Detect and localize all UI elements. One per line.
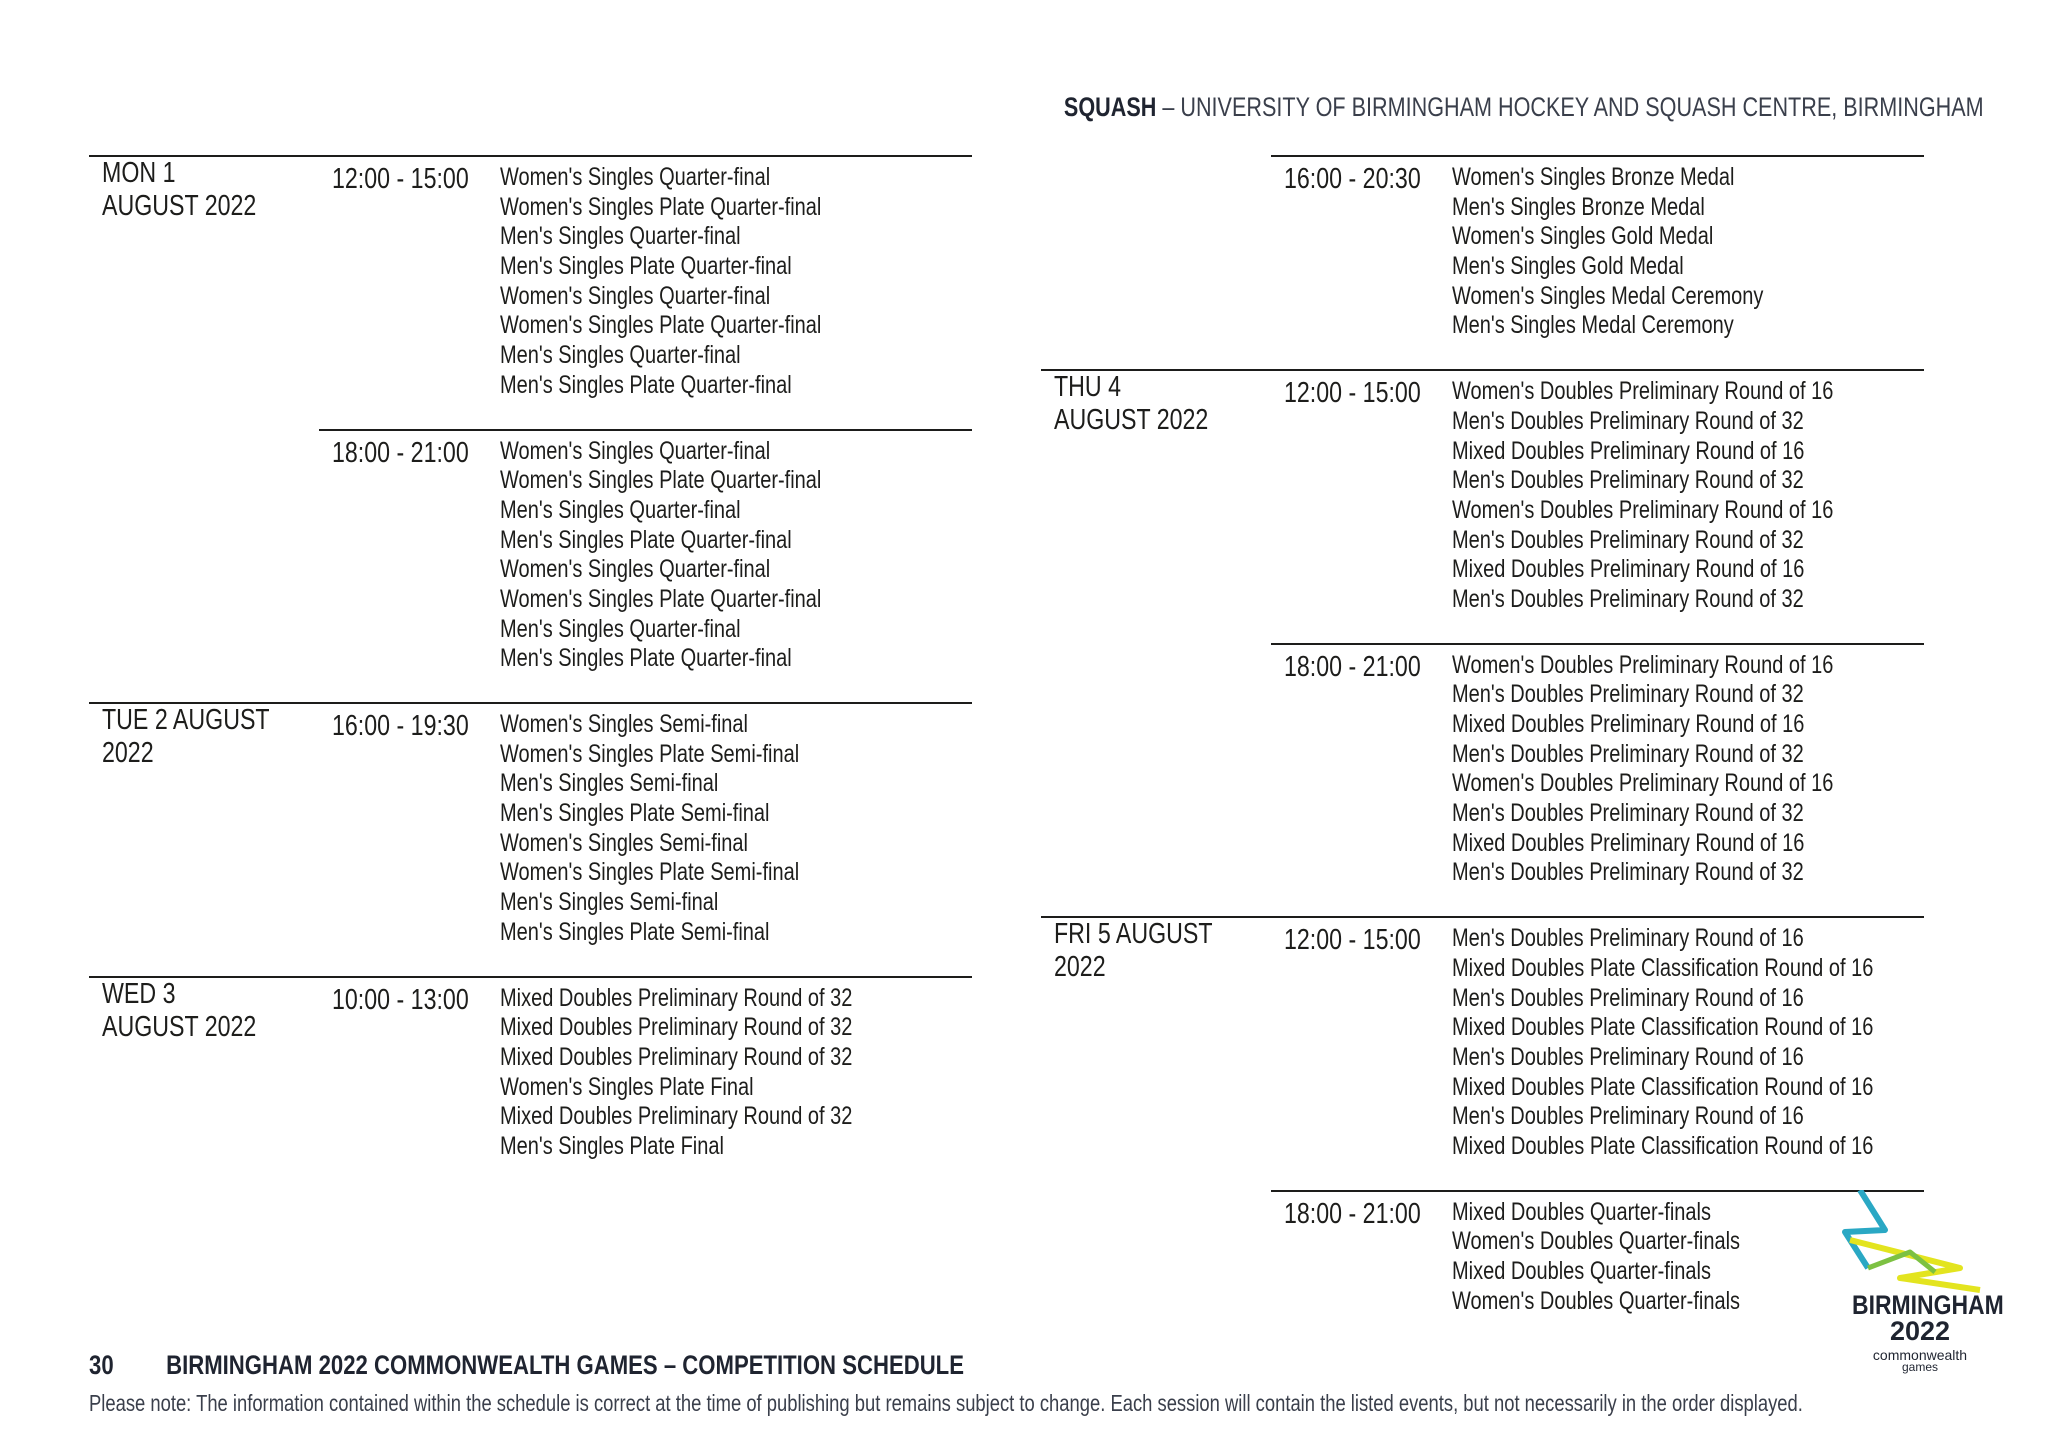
- document-title: BIRMINGHAM 2022 COMMONWEALTH GAMES – COMPETITION SCHEDULE: [166, 1350, 964, 1380]
- session-time: 16:00 - 20:30: [1284, 163, 1421, 195]
- page-header: [1064, 92, 1984, 123]
- disclaimer-note: Please note: The information contained within the schedule is correct at the time of publishing but remains subject to change. Each session will contain the listed events, but not necessarily in the order displayed.: [89, 1390, 1803, 1416]
- event-item: Women's Singles Gold Medal: [1452, 222, 1714, 251]
- day-label: WED 3 AUGUST 2022: [102, 977, 257, 1043]
- event-item: Men's Singles Gold Medal: [1452, 252, 1684, 281]
- event-item: Mixed Doubles Preliminary Round of 16: [1452, 436, 1805, 465]
- event-item: Women's Singles Quarter-final: [500, 436, 771, 465]
- session-row: [89, 702, 972, 976]
- logo-wordmark: BIRMINGHAM: [1852, 1290, 2004, 1320]
- event-item: Men's Singles Bronze Medal: [1452, 192, 1705, 221]
- event-item: Women's Singles Quarter-final: [500, 281, 771, 310]
- event-list: [89, 163, 972, 401]
- session-time: 18:00 - 21:00: [1284, 1197, 1421, 1230]
- day-block-wed-continued: [1041, 155, 1924, 369]
- day-label: MON 1 AUGUST 2022: [102, 157, 257, 222]
- event-item: Men's Singles Quarter-final: [500, 341, 741, 370]
- session-row: [1041, 916, 1924, 1190]
- event-item: Men's Doubles Preliminary Round of 16: [1452, 924, 1804, 953]
- event-item: Men's Doubles Preliminary Round of 32: [1452, 739, 1804, 768]
- event-item: Men's Singles Plate Semi-final: [500, 799, 770, 828]
- event-item: Mixed Doubles Preliminary Round of 16: [1452, 710, 1805, 738]
- event-item: Women's Singles Medal Ceremony: [1452, 281, 1764, 310]
- logo-games: games: [1901, 1360, 1939, 1374]
- event-item: Men's Doubles Preliminary Round of 32: [1452, 466, 1804, 495]
- event-item: Women's Singles Plate Quarter-final: [500, 466, 822, 495]
- session-row: [319, 429, 972, 703]
- event-item: Women's Singles Quarter-final: [500, 163, 771, 191]
- logo-year: 2022: [1889, 1316, 1951, 1346]
- event-item: Men's Singles Medal Ceremony: [1452, 311, 1734, 340]
- day-block-fri: [1041, 916, 1924, 1344]
- event-item: Women's Doubles Preliminary Round of 16: [1452, 377, 1834, 406]
- session-time: 12:00 - 15:00: [332, 163, 469, 195]
- sport-name: SQUASH: [1064, 92, 1157, 122]
- event-item: Men's Doubles Preliminary Round of 32: [1452, 799, 1804, 828]
- event-item: Men's Singles Plate Semi-final: [500, 917, 770, 946]
- session-row: [1271, 1190, 1924, 1345]
- event-item: Mixed Doubles Preliminary Round of 32: [500, 983, 853, 1012]
- event-item: Women's Singles Plate Quarter-final: [500, 311, 822, 340]
- event-item: Mixed Doubles Preliminary Round of 32: [500, 1042, 853, 1071]
- event-item: Women's Singles Semi-final: [500, 828, 748, 857]
- event-item: Women's Singles Plate Final: [500, 1072, 754, 1101]
- day-block-tue: [89, 702, 972, 976]
- event-item: Women's Singles Quarter-final: [500, 555, 771, 584]
- session-row: [89, 976, 972, 1190]
- session-row: [1271, 155, 1924, 369]
- event-item: Women's Doubles Preliminary Round of 16: [1452, 769, 1834, 798]
- event-item: Men's Singles Plate Quarter-final: [500, 644, 792, 673]
- event-item: Men's Singles Quarter-final: [500, 222, 741, 251]
- logo-commonwealth: commonwealth: [1872, 1347, 1968, 1363]
- event-item: Women's Doubles Quarter-finals: [1452, 1227, 1741, 1256]
- event-item: Men's Doubles Preliminary Round of 32: [1452, 525, 1804, 554]
- event-list: [1041, 377, 1924, 615]
- event-item: Mixed Doubles Quarter-finals: [1452, 1197, 1711, 1226]
- event-item: Men's Doubles Preliminary Round of 32: [1452, 406, 1804, 435]
- footer-title: [89, 1350, 964, 1381]
- event-item: Women's Doubles Quarter-finals: [1452, 1286, 1741, 1315]
- event-item: Men's Singles Quarter-final: [500, 495, 741, 524]
- day-block-wed: [89, 976, 972, 1190]
- day-label: FRI 5 AUGUST 2022: [1054, 918, 1213, 984]
- event-item: Mixed Doubles Plate Classification Round of 16: [1452, 1013, 1874, 1042]
- venue-name: – UNIVERSITY OF BIRMINGHAM HOCKEY AND SQUASH CENTRE, BIRMINGHAM: [1156, 92, 1984, 122]
- day-block-thu: [1041, 369, 1924, 916]
- event-item: Mixed Doubles Plate Classification Round of 16: [1452, 1072, 1874, 1101]
- event-item: Mixed Doubles Preliminary Round of 32: [500, 1013, 853, 1042]
- session-time: 16:00 - 19:30: [332, 710, 469, 742]
- event-item: Men's Singles Quarter-final: [500, 614, 741, 643]
- day-label: THU 4 AUGUST 2022: [1054, 371, 1209, 437]
- event-item: Men's Doubles Preliminary Round of 16: [1452, 983, 1804, 1012]
- event-list: [89, 710, 972, 948]
- event-item: Men's Singles Plate Quarter-final: [500, 252, 792, 281]
- session-row: [1271, 643, 1924, 917]
- day-label: TUE 2 AUGUST 2022: [102, 704, 270, 769]
- session-time: 18:00 - 21:00: [332, 436, 469, 469]
- event-item: Women's Singles Plate Quarter-final: [500, 584, 822, 613]
- event-list: [319, 437, 972, 675]
- schedule-column-right: [1041, 155, 1924, 1344]
- event-item: Women's Singles Bronze Medal: [1452, 163, 1735, 191]
- event-item: Mixed Doubles Preliminary Round of 16: [1452, 555, 1805, 584]
- event-item: Men's Doubles Preliminary Round of 16: [1452, 1102, 1804, 1131]
- session-row: [89, 155, 972, 429]
- event-list: [1271, 651, 1924, 889]
- event-item: Women's Singles Plate Semi-final: [500, 858, 800, 887]
- event-item: Mixed Doubles Plate Classification Round of 16: [1452, 953, 1874, 982]
- event-item: Men's Singles Plate Final: [500, 1131, 724, 1160]
- session-time: 12:00 - 15:00: [1284, 377, 1421, 410]
- session-row: [1041, 369, 1924, 643]
- session-time: 12:00 - 15:00: [1284, 924, 1421, 957]
- event-item: Men's Doubles Preliminary Round of 16: [1452, 1042, 1804, 1071]
- event-item: Women's Singles Plate Semi-final: [500, 739, 800, 768]
- page-number: 30: [89, 1350, 114, 1380]
- birmingham-2022-logo: [1840, 1190, 2004, 1380]
- event-item: Women's Doubles Preliminary Round of 16: [1452, 650, 1834, 679]
- event-item: Men's Doubles Preliminary Round of 32: [1452, 680, 1804, 709]
- event-item: Men's Doubles Preliminary Round of 32: [1452, 858, 1804, 887]
- session-time: 18:00 - 21:00: [1284, 650, 1421, 683]
- event-item: Mixed Doubles Preliminary Round of 16: [1452, 828, 1805, 857]
- day-block-mon: [89, 155, 972, 702]
- event-item: Men's Singles Plate Quarter-final: [500, 525, 792, 554]
- session-time: 10:00 - 13:00: [332, 983, 469, 1016]
- triangle-mark-icon: [1840, 1190, 2000, 1300]
- event-item: Men's Doubles Preliminary Round of 32: [1452, 584, 1804, 613]
- event-list: [1041, 924, 1924, 1162]
- event-item: Men's Singles Semi-final: [500, 888, 719, 917]
- event-item: Mixed Doubles Plate Classification Round of 16: [1452, 1131, 1874, 1160]
- event-item: Mixed Doubles Preliminary Round of 32: [500, 1102, 853, 1131]
- event-list: [89, 984, 972, 1162]
- event-item: Women's Singles Semi-final: [500, 710, 748, 738]
- event-item: Men's Singles Semi-final: [500, 769, 719, 798]
- schedule-column-left: [89, 155, 972, 1190]
- event-item: Mixed Doubles Quarter-finals: [1452, 1257, 1711, 1285]
- event-item: Women's Doubles Preliminary Round of 16: [1452, 495, 1834, 524]
- event-item: Women's Singles Plate Quarter-final: [500, 192, 822, 221]
- event-item: Men's Singles Plate Quarter-final: [500, 370, 792, 399]
